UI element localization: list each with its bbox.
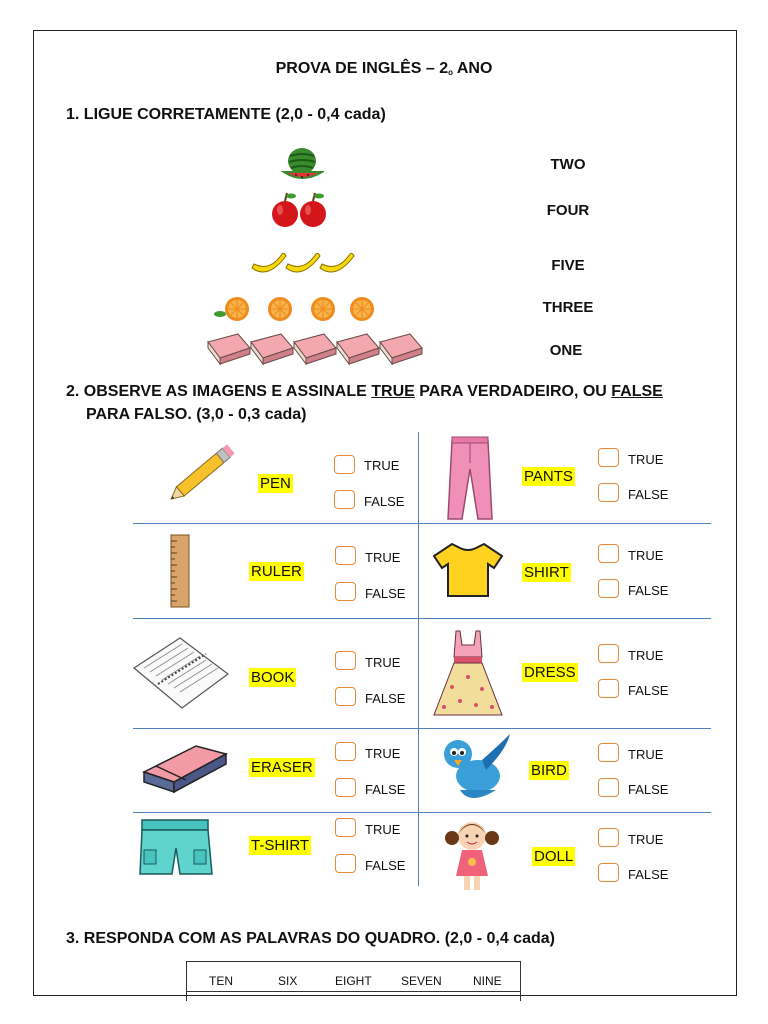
checkbox-tshirt-true[interactable] bbox=[335, 818, 356, 837]
shorts-icon bbox=[136, 816, 216, 880]
option-false: FALSE bbox=[628, 867, 669, 882]
grid-row-divider bbox=[133, 618, 711, 619]
checkbox-ruler-false[interactable] bbox=[335, 582, 356, 601]
option-false: FALSE bbox=[628, 782, 669, 797]
option-true: TRUE bbox=[628, 648, 664, 663]
question-1-heading: 1. LIGUE CORRETAMENTE (2,0 - 0,4 cada) bbox=[66, 106, 386, 123]
tshirt-icon bbox=[430, 540, 506, 600]
word-eight: EIGHT bbox=[335, 974, 372, 988]
grid-row-divider bbox=[133, 812, 711, 813]
question-2-heading: 2. OBSERVE AS IMAGENS E ASSINALE TRUE PARA VERDADEIRO, OU FALSE PARA FALSO. (3,0 - 0,3 cada) bbox=[66, 383, 663, 423]
doll-icon bbox=[440, 816, 504, 894]
option-false: FALSE bbox=[628, 683, 669, 698]
option-true: TRUE bbox=[628, 832, 664, 847]
option-true: TRUE bbox=[628, 548, 664, 563]
banana-icon bbox=[248, 242, 358, 282]
page-title: PROVA DE INGLÊS – 2$^o$ ANO bbox=[275, 60, 493, 77]
option-false: FALSE bbox=[365, 586, 406, 601]
checkbox-eraser-true[interactable] bbox=[335, 742, 356, 761]
option-true: TRUE bbox=[365, 822, 401, 837]
word-seven: SEVEN bbox=[401, 974, 442, 988]
option-false: FALSE bbox=[365, 782, 406, 797]
option-false: FALSE bbox=[364, 494, 405, 509]
label-bird: BIRD bbox=[531, 762, 567, 779]
watermelon-icon bbox=[280, 146, 324, 182]
checkbox-pen-true[interactable] bbox=[334, 455, 355, 474]
checkbox-bird-true[interactable] bbox=[598, 743, 619, 762]
option-false: FALSE bbox=[628, 583, 669, 598]
grid-row-divider bbox=[133, 523, 711, 524]
checkbox-doll-true[interactable] bbox=[598, 828, 619, 847]
checkbox-ruler-true[interactable] bbox=[335, 546, 356, 565]
number-four: FOUR bbox=[546, 202, 590, 219]
option-true: TRUE bbox=[365, 550, 401, 565]
dress-icon bbox=[430, 627, 506, 719]
option-true: TRUE bbox=[365, 746, 401, 761]
checkbox-shirt-false[interactable] bbox=[598, 579, 619, 598]
option-true: TRUE bbox=[365, 655, 401, 670]
checkbox-pen-false[interactable] bbox=[334, 490, 355, 509]
checkbox-shirt-true[interactable] bbox=[598, 544, 619, 563]
notebook-icon bbox=[130, 634, 232, 714]
book-icon bbox=[204, 328, 426, 366]
word-box-divider bbox=[187, 991, 520, 992]
eraser-icon bbox=[140, 738, 230, 796]
label-eraser: ERASER bbox=[251, 759, 313, 776]
apple-icon bbox=[267, 190, 331, 230]
checkbox-eraser-false[interactable] bbox=[335, 778, 356, 797]
checkbox-bird-false[interactable] bbox=[598, 778, 619, 797]
grid-row-divider bbox=[133, 728, 711, 729]
label-doll: DOLL bbox=[534, 848, 574, 865]
checkbox-book-false[interactable] bbox=[335, 687, 356, 706]
bird-icon bbox=[440, 730, 516, 806]
option-false: FALSE bbox=[628, 487, 669, 502]
checkbox-dress-false[interactable] bbox=[598, 679, 619, 698]
checkbox-pants-true[interactable] bbox=[598, 448, 619, 467]
checkbox-book-true[interactable] bbox=[335, 651, 356, 670]
pencil-icon bbox=[160, 440, 242, 508]
label-ruler: RULER bbox=[251, 563, 302, 580]
checkbox-pants-false[interactable] bbox=[598, 483, 619, 502]
word-six: SIX bbox=[278, 974, 298, 988]
option-true: TRUE bbox=[628, 452, 664, 467]
pants-icon bbox=[440, 433, 500, 523]
checkbox-doll-false[interactable] bbox=[598, 863, 619, 882]
orange-icon bbox=[212, 294, 382, 324]
number-three: THREE bbox=[542, 299, 594, 316]
number-five: FIVE bbox=[551, 257, 585, 274]
word-box bbox=[186, 961, 521, 1001]
option-false: FALSE bbox=[365, 691, 406, 706]
checkbox-dress-true[interactable] bbox=[598, 644, 619, 663]
word-ten: TEN bbox=[209, 974, 233, 988]
option-true: TRUE bbox=[364, 458, 400, 473]
label-pants: PANTS bbox=[524, 468, 573, 485]
option-true: TRUE bbox=[628, 747, 664, 762]
checkbox-tshirt-false[interactable] bbox=[335, 854, 356, 873]
ruler-icon bbox=[167, 533, 193, 609]
grid-vertical-line bbox=[418, 432, 419, 886]
option-false: FALSE bbox=[365, 858, 406, 873]
number-two: TWO bbox=[550, 156, 586, 173]
label-shirt: SHIRT bbox=[524, 564, 569, 581]
label-tshirt: T-SHIRT bbox=[251, 837, 310, 854]
label-dress: DRESS bbox=[524, 664, 576, 681]
label-pen: PEN bbox=[260, 475, 291, 492]
label-book: BOOK bbox=[251, 669, 295, 686]
number-one: ONE bbox=[549, 342, 583, 359]
question-3-heading: 3. RESPONDA COM AS PALAVRAS DO QUADRO. (2,0 - 0,4 cada) bbox=[66, 930, 555, 947]
word-nine: NINE bbox=[473, 974, 502, 988]
